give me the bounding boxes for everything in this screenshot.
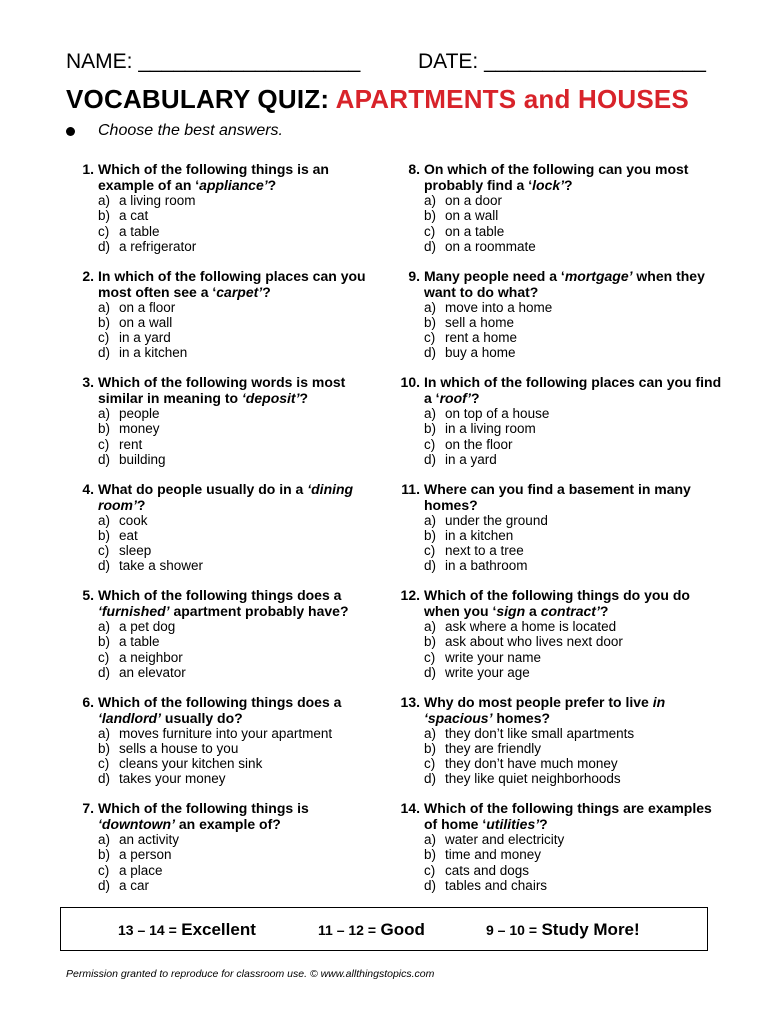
question-text-part: apartment probably have?	[169, 603, 349, 619]
option-letter: d)	[98, 877, 111, 893]
title-prefix: VOCABULARY QUIZ:	[66, 84, 336, 114]
option-letter: b)	[98, 421, 111, 437]
option-text: on top of a house	[445, 406, 550, 421]
option-letter: b)	[424, 847, 437, 863]
question-body	[98, 481, 386, 574]
score-study-more: 9 – 10 = Study More!	[486, 920, 640, 939]
answer-option[interactable]	[424, 300, 722, 315]
answer-options	[424, 406, 722, 467]
option-text: eat	[119, 527, 138, 543]
option-text: cook	[119, 512, 148, 528]
answer-options	[98, 619, 386, 680]
option-letter: b)	[98, 527, 111, 543]
answer-option[interactable]	[98, 832, 386, 847]
question-term: sign	[496, 603, 526, 619]
question-body	[424, 161, 722, 254]
option-text: ask where a home is located	[445, 619, 617, 634]
question-item	[392, 800, 722, 907]
question-text-part: ?	[299, 390, 309, 406]
option-letter: b)	[424, 527, 437, 543]
question-term: in ‘spacious’	[424, 693, 666, 726]
question-text	[424, 800, 722, 832]
question-text-part: an example of?	[174, 816, 281, 832]
answer-option[interactable]	[424, 406, 722, 421]
answer-option[interactable]	[98, 650, 386, 665]
option-text: a living room	[119, 193, 196, 208]
answer-option[interactable]	[424, 452, 722, 467]
option-letter: b)	[98, 847, 111, 863]
answer-option[interactable]	[424, 345, 722, 360]
option-text: sell a home	[445, 314, 515, 330]
answer-option[interactable]	[424, 878, 722, 893]
question-text-part: In which of the following places can you find a ‘	[424, 374, 722, 406]
question-number: 3.	[82, 374, 94, 390]
question-text-part: Which of the following things are examples of home ‘	[424, 800, 712, 832]
answer-options	[98, 406, 386, 467]
option-letter: a)	[98, 512, 111, 528]
date-field-label: DATE: ___________________	[417, 50, 706, 73]
question-text-part: Which of the following words is most similar in meaning to	[98, 374, 346, 406]
question-number: 12.	[400, 587, 420, 603]
question-term: ‘deposit’	[241, 390, 300, 406]
option-text: on a wall	[445, 208, 499, 224]
answer-option[interactable]	[98, 756, 386, 771]
answer-option[interactable]	[98, 193, 386, 208]
answer-option[interactable]	[424, 650, 722, 665]
answer-option[interactable]	[98, 239, 386, 254]
question-term: ‘dining room’	[98, 480, 354, 513]
option-letter: c)	[98, 543, 110, 559]
option-letter: d)	[424, 664, 437, 680]
option-text: on a floor	[119, 299, 176, 315]
option-letter: a)	[98, 619, 111, 634]
question-body	[424, 374, 722, 467]
answer-option[interactable]	[424, 239, 722, 254]
question-term: ‘furnished’	[98, 603, 170, 619]
option-text: money	[119, 421, 160, 437]
question-term: ‘downtown’	[98, 816, 175, 832]
answer-options	[98, 726, 386, 787]
option-text: building	[119, 451, 166, 467]
option-letter: d)	[98, 664, 111, 680]
question-text	[98, 587, 386, 619]
header	[66, 50, 706, 74]
answer-option[interactable]	[98, 634, 386, 649]
answer-option[interactable]	[98, 315, 386, 330]
answer-option[interactable]	[98, 771, 386, 786]
answer-option[interactable]	[98, 741, 386, 756]
question-text-part: Why do most people prefer to live	[424, 693, 653, 710]
option-text: they are friendly	[445, 740, 542, 756]
question-body	[98, 587, 386, 680]
option-letter: d)	[424, 451, 437, 467]
question-text	[424, 481, 722, 513]
question-number: 9.	[408, 267, 420, 284]
question-number: 14.	[400, 800, 420, 816]
answer-options	[424, 193, 722, 254]
answer-options	[98, 513, 386, 574]
question-text-part: ?	[564, 177, 573, 193]
option-text: takes your money	[119, 771, 226, 787]
option-letter: b)	[98, 634, 111, 650]
option-letter: a)	[98, 193, 111, 208]
answer-options	[424, 619, 722, 680]
answer-option[interactable]	[424, 208, 722, 223]
question-number: 8.	[408, 161, 420, 177]
question-number: 7.	[82, 800, 94, 816]
question-body	[424, 800, 722, 893]
question-text-part: ?	[599, 603, 609, 619]
option-text: in a living room	[445, 421, 536, 437]
option-letter: c)	[98, 436, 110, 452]
option-letter: d)	[424, 345, 437, 361]
answer-option[interactable]	[424, 619, 722, 634]
answer-option[interactable]	[98, 452, 386, 467]
question-body	[98, 268, 386, 361]
question-text-part: In which of the following places can you most often see a ‘	[98, 267, 366, 300]
answer-option[interactable]	[424, 437, 722, 452]
option-text: sleep	[119, 543, 152, 559]
option-text: moves furniture into your apartment	[119, 725, 333, 741]
option-text: in a kitchen	[119, 345, 188, 361]
option-letter: a)	[424, 299, 437, 315]
question-number: 11.	[401, 480, 420, 497]
option-text: on a roommate	[445, 238, 536, 254]
option-text: on the floor	[445, 436, 513, 452]
option-letter: a)	[98, 299, 111, 315]
option-text: a cat	[119, 208, 149, 224]
option-text: rent	[119, 436, 143, 452]
option-text: a table	[119, 634, 160, 650]
question-item	[66, 374, 386, 481]
question-text	[98, 481, 386, 513]
question-item	[392, 694, 722, 801]
answer-option[interactable]	[424, 741, 722, 756]
option-letter: c)	[98, 649, 110, 665]
answer-option[interactable]	[98, 406, 386, 421]
option-letter: b)	[424, 314, 437, 330]
answer-option[interactable]	[98, 300, 386, 315]
question-text	[424, 268, 722, 300]
option-text: a table	[119, 223, 160, 239]
option-text: on a wall	[119, 314, 173, 330]
question-text	[424, 374, 722, 406]
option-text: in a kitchen	[445, 527, 514, 543]
question-item	[66, 481, 386, 588]
option-text: they don’t have much money	[445, 756, 618, 772]
question-term: utilities’	[486, 816, 540, 832]
question-body	[98, 694, 386, 787]
option-text: people	[119, 406, 160, 421]
question-text-part: Which of the following things do you do when you ‘	[424, 587, 690, 619]
question-item	[66, 161, 386, 268]
answer-option[interactable]	[424, 193, 722, 208]
option-letter: a)	[98, 406, 111, 421]
question-body	[424, 481, 722, 574]
option-text: tables and chairs	[445, 877, 548, 893]
questions-column-right	[392, 161, 722, 907]
option-text: a car	[119, 877, 150, 893]
question-text-part: Which of the following things does a	[98, 587, 342, 603]
answer-options	[424, 726, 722, 787]
option-letter: b)	[98, 314, 111, 330]
question-term: contract’	[540, 603, 600, 619]
question-item	[392, 587, 722, 694]
question-text-part: ?	[136, 496, 146, 513]
option-letter: d)	[98, 238, 111, 254]
option-letter: b)	[424, 421, 437, 437]
question-item	[392, 374, 722, 481]
question-term: carpet’	[216, 283, 263, 300]
page-title	[66, 84, 689, 115]
option-letter: c)	[424, 223, 436, 239]
answer-option[interactable]	[98, 421, 386, 436]
answer-option[interactable]	[98, 224, 386, 239]
answer-option[interactable]	[424, 528, 722, 543]
option-letter: d)	[424, 558, 437, 574]
option-letter: d)	[98, 345, 111, 361]
score-excellent: 13 – 14 = Excellent	[118, 920, 256, 939]
option-text: an elevator	[119, 664, 186, 680]
option-text: cleans your kitchen sink	[119, 756, 263, 772]
question-number: 10.	[400, 374, 420, 390]
question-number: 13.	[400, 693, 420, 710]
answer-options	[424, 832, 722, 893]
option-letter: d)	[98, 558, 111, 574]
question-text-part: ?	[470, 390, 480, 406]
question-term: roof’	[439, 390, 471, 406]
question-term: appliance’	[199, 177, 268, 193]
answer-option[interactable]	[424, 330, 722, 345]
option-letter: b)	[98, 740, 111, 756]
option-text: ask about who lives next door	[445, 634, 623, 650]
question-item	[66, 268, 386, 375]
question-text-part: ?	[539, 816, 548, 832]
answer-option[interactable]	[424, 847, 722, 862]
question-text-part: a	[525, 603, 541, 619]
question-text	[424, 694, 722, 726]
question-number: 6.	[82, 693, 94, 710]
option-letter: c)	[98, 330, 110, 346]
option-text: next to a tree	[445, 543, 524, 559]
footer-permission: Permission granted to reproduce for classroom use. © www.allthingstopics.com	[66, 968, 435, 980]
option-letter: b)	[98, 208, 111, 224]
answer-option[interactable]	[98, 847, 386, 862]
option-text: a place	[119, 862, 163, 878]
option-letter: a)	[424, 406, 437, 421]
option-letter: d)	[424, 238, 437, 254]
question-number: 4.	[82, 480, 94, 497]
question-text	[98, 268, 386, 300]
answer-option[interactable]	[424, 224, 722, 239]
answer-option[interactable]	[98, 330, 386, 345]
option-letter: d)	[98, 771, 111, 787]
answer-option[interactable]	[98, 619, 386, 634]
option-letter: d)	[424, 771, 437, 787]
question-text-part: What do people usually do in a	[98, 480, 308, 497]
question-number: 2.	[82, 267, 94, 284]
question-body	[424, 268, 722, 361]
question-number: 5.	[82, 587, 94, 603]
option-letter: b)	[424, 208, 437, 224]
answer-option[interactable]	[424, 543, 722, 558]
option-text: buy a home	[445, 345, 516, 361]
question-term: ‘landlord’	[98, 709, 161, 726]
answer-option[interactable]	[98, 543, 386, 558]
option-text: they like quiet neighborhoods	[445, 771, 621, 787]
option-letter: d)	[98, 451, 111, 467]
option-letter: a)	[424, 619, 437, 634]
question-text-part: ?	[267, 177, 277, 193]
question-body	[424, 694, 722, 787]
option-letter: a)	[98, 725, 111, 741]
question-text	[98, 800, 386, 832]
questions-column-left	[66, 161, 386, 907]
question-body	[424, 587, 722, 680]
option-text: under the ground	[445, 512, 548, 528]
option-text: they don’t like small apartments	[445, 725, 635, 741]
answer-option[interactable]	[424, 863, 722, 878]
answer-options	[98, 300, 386, 361]
option-text: an activity	[119, 832, 180, 847]
answer-option[interactable]	[424, 315, 722, 330]
answer-option[interactable]	[424, 558, 722, 573]
answer-option[interactable]	[424, 832, 722, 847]
answer-options	[424, 513, 722, 574]
option-text: a person	[119, 847, 172, 863]
instruction-text: Choose the best answers.	[98, 122, 283, 139]
question-item	[66, 800, 386, 907]
option-letter: c)	[98, 223, 110, 239]
option-letter: b)	[424, 634, 437, 650]
question-body	[98, 374, 386, 467]
question-term: mortgage’	[564, 267, 633, 284]
option-letter: a)	[424, 832, 437, 847]
question-text-part: homes?	[492, 709, 551, 726]
answer-options	[98, 193, 386, 254]
question-text-part: ?	[262, 283, 271, 300]
question-item	[392, 268, 722, 375]
score-good: 11 – 12 = Good	[318, 920, 425, 939]
answer-option[interactable]	[424, 756, 722, 771]
option-letter: a)	[98, 832, 111, 847]
option-text: on a table	[445, 223, 505, 239]
option-text: write your name	[445, 649, 542, 665]
question-item	[392, 161, 722, 268]
question-text-part: Which of the following things is an example of an ‘	[98, 161, 329, 193]
option-letter: c)	[424, 862, 436, 878]
option-letter: d)	[424, 877, 437, 893]
question-number: 1.	[82, 161, 94, 177]
question-text-part: Which of the following things is	[98, 800, 309, 816]
answer-option[interactable]	[424, 634, 722, 649]
question-text-part: Many people need a ‘	[424, 267, 565, 284]
option-letter: c)	[424, 436, 436, 452]
answer-option[interactable]	[98, 558, 386, 573]
answer-option[interactable]	[98, 437, 386, 452]
answer-option[interactable]	[424, 771, 722, 786]
instruction	[66, 122, 283, 140]
option-text: rent a home	[445, 330, 518, 346]
option-text: in a yard	[445, 451, 497, 467]
question-text-part: Which of the following things does a	[98, 693, 342, 710]
bullet-icon	[66, 127, 75, 136]
option-letter: b)	[424, 740, 437, 756]
question-term: lock’	[532, 177, 565, 193]
answer-option[interactable]	[424, 665, 722, 680]
question-text	[98, 374, 386, 406]
answer-options	[98, 832, 386, 893]
answer-option[interactable]	[98, 665, 386, 680]
answer-option[interactable]	[98, 345, 386, 360]
question-text-part: On which of the following can you most probably find a ‘	[424, 161, 689, 193]
option-letter: c)	[424, 649, 436, 665]
option-text: on a door	[445, 193, 503, 208]
option-letter: a)	[424, 512, 437, 528]
option-text: move into a home	[445, 299, 553, 315]
answer-option[interactable]	[424, 513, 722, 528]
name-field-label: NAME: ___________________	[66, 50, 361, 73]
option-text: a refrigerator	[119, 238, 197, 254]
answer-option[interactable]	[98, 513, 386, 528]
option-text: time and money	[445, 847, 542, 863]
option-letter: c)	[424, 330, 436, 346]
option-text: a pet dog	[119, 619, 176, 634]
option-text: take a shower	[119, 558, 204, 574]
question-text-part: when they want to do what?	[424, 267, 705, 300]
question-body	[98, 800, 386, 893]
question-item	[66, 694, 386, 801]
option-letter: c)	[98, 756, 110, 772]
option-text: in a bathroom	[445, 558, 528, 574]
option-text: write your age	[445, 664, 530, 680]
question-body	[98, 161, 386, 254]
option-text: sells a house to you	[119, 740, 239, 756]
answer-option[interactable]	[424, 421, 722, 436]
option-text: water and electricity	[445, 832, 565, 847]
answer-options	[424, 300, 722, 361]
answer-option[interactable]	[98, 528, 386, 543]
option-letter: c)	[424, 543, 436, 559]
option-letter: c)	[424, 756, 436, 772]
option-text: in a yard	[119, 330, 171, 346]
question-text	[98, 161, 386, 193]
question-text	[424, 161, 722, 193]
answer-option[interactable]	[424, 726, 722, 741]
answer-option[interactable]	[98, 878, 386, 893]
question-text	[424, 587, 722, 619]
option-text: cats and dogs	[445, 862, 530, 878]
question-item	[66, 587, 386, 694]
question-text	[98, 694, 386, 726]
answer-option[interactable]	[98, 208, 386, 223]
option-letter: a)	[424, 193, 437, 208]
answer-option[interactable]	[98, 726, 386, 741]
question-text-part: usually do?	[161, 709, 243, 726]
title-accent: APARTMENTS and HOUSES	[335, 84, 689, 114]
score-box	[60, 907, 708, 951]
option-text: a neighbor	[119, 649, 183, 665]
question-item	[392, 481, 722, 588]
option-letter: a)	[424, 725, 437, 741]
option-letter: c)	[98, 862, 110, 878]
question-text-part: Where can you find a basement in many homes?	[424, 480, 691, 513]
answer-option[interactable]	[98, 863, 386, 878]
